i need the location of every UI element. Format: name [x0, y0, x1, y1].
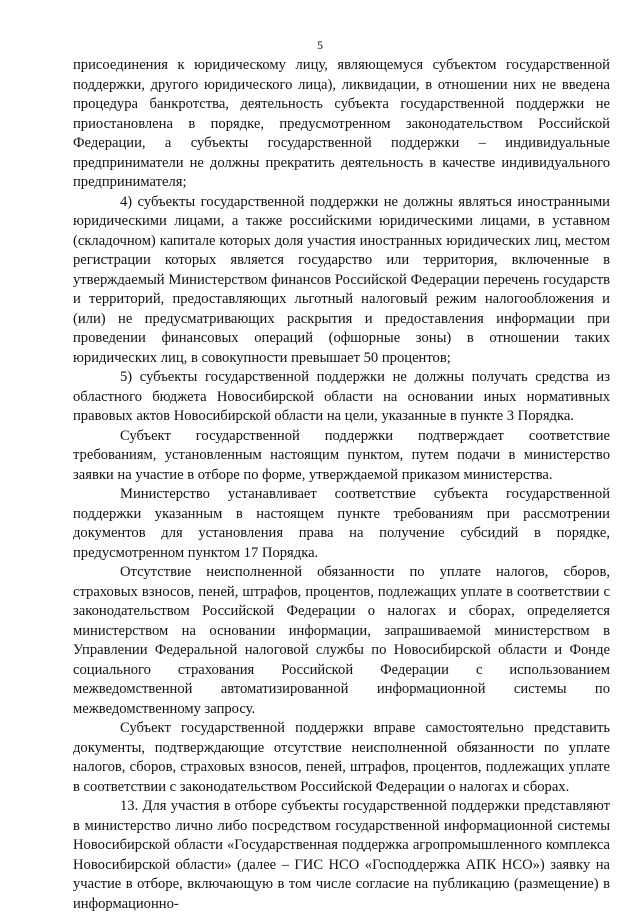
document-body	[73, 56, 610, 914]
paragraph-item-4: 4) субъекты государственной поддержки не должны являться иностранными юридическими лицами, а также российскими юридическими лицами, в уставном (складочном) капитале которых доля участия иностранных юридических лиц, местом регистрации которых является государство или территория, включенные в утверждаемый Министерством финансов Российской Федерации перечень государств и территорий, предоставляющих льготный налоговый режим налогообложения и (или) не предусматривающих раскрытия и предоставления информации при проведении финансовых операций (офшорные зоны) в отношении таких юридических лиц, в совокупности превышает 50 процентов;	[73, 193, 610, 366]
page-number: 5	[317, 38, 323, 52]
paragraph-tax-obligations: Отсутствие неисполненной обязанности по уплате налогов, сборов, страховых взносов, пеней, штрафов, процентов, подлежащих уплате в соответствии с законодательством Российской Федерации о налогах и сборах, определяется министерством на основании информации, запрашиваемой министерством в Управлении Федеральной налоговой службы по Новосибирской области и Фонде социального страхования Российской Федерации с использованием межведомственной автоматизированной информационной системы по межведомственному запросу.	[73, 564, 610, 717]
paragraph-item-5: 5) субъекты государственной поддержки не должны получать средства из областного бюджета Новосибирской области на основании иных нормативных правовых актов Новосибирской области на цели, указанные в пункте 3 Порядка.	[73, 369, 610, 424]
paragraph-ministry-check: Министерство устанавливает соответствие субъекта государственной поддержки указанным в настоящем пункте требованиям при рассмотрении документов для установления права на получение субсидий в порядке, предусмотренном пунктом 17 Порядка.	[73, 486, 610, 561]
paragraph-item-13: 13. Для участия в отборе субъекты государственной поддержки представляют в министерство лично либо посредством государственной информационной системы Новосибирской области «Государственная поддержка агропромышленного комплекса Новосибирской области» (далее – ГИС НСО «Господдержка АПК НСО») заявку на участие в отборе, включающую в том числе согласие на публикацию (размещение) в информационно-	[73, 798, 610, 912]
paragraph-self-submission: Субъект государственной поддержки вправе самостоятельно представить документы, подтверждающие отсутствие неисполненной обязанности по уплате налогов, сборов, страховых взносов, пеней, штрафов, процентов, подлежащих уплате в соответствии с законодательством Российской Федерации о налогах и сборах.	[73, 720, 610, 795]
paragraph-confirmation: Субъект государственной поддержки подтверждает соответствие требованиям, установленным настоящим пунктом, путем подачи в министерство заявки на участие в отборе по форме, утверждаемой приказом министерства.	[73, 427, 610, 483]
paragraph-continuation: присоединения к юридическому лицу, являющемуся субъектом государственной поддержки, другого юридического лица), ликвидации, в отношении них не введена процедура банкротства, деятельность субъекта государственной поддержки не приостановлена в порядке, предусмотренном законодательством Российской Федерации, а субъекты государственной поддержки – индивидуальные предприниматели не должны прекратить деятельность в качестве индивидуального предпринимателя;	[73, 57, 610, 190]
